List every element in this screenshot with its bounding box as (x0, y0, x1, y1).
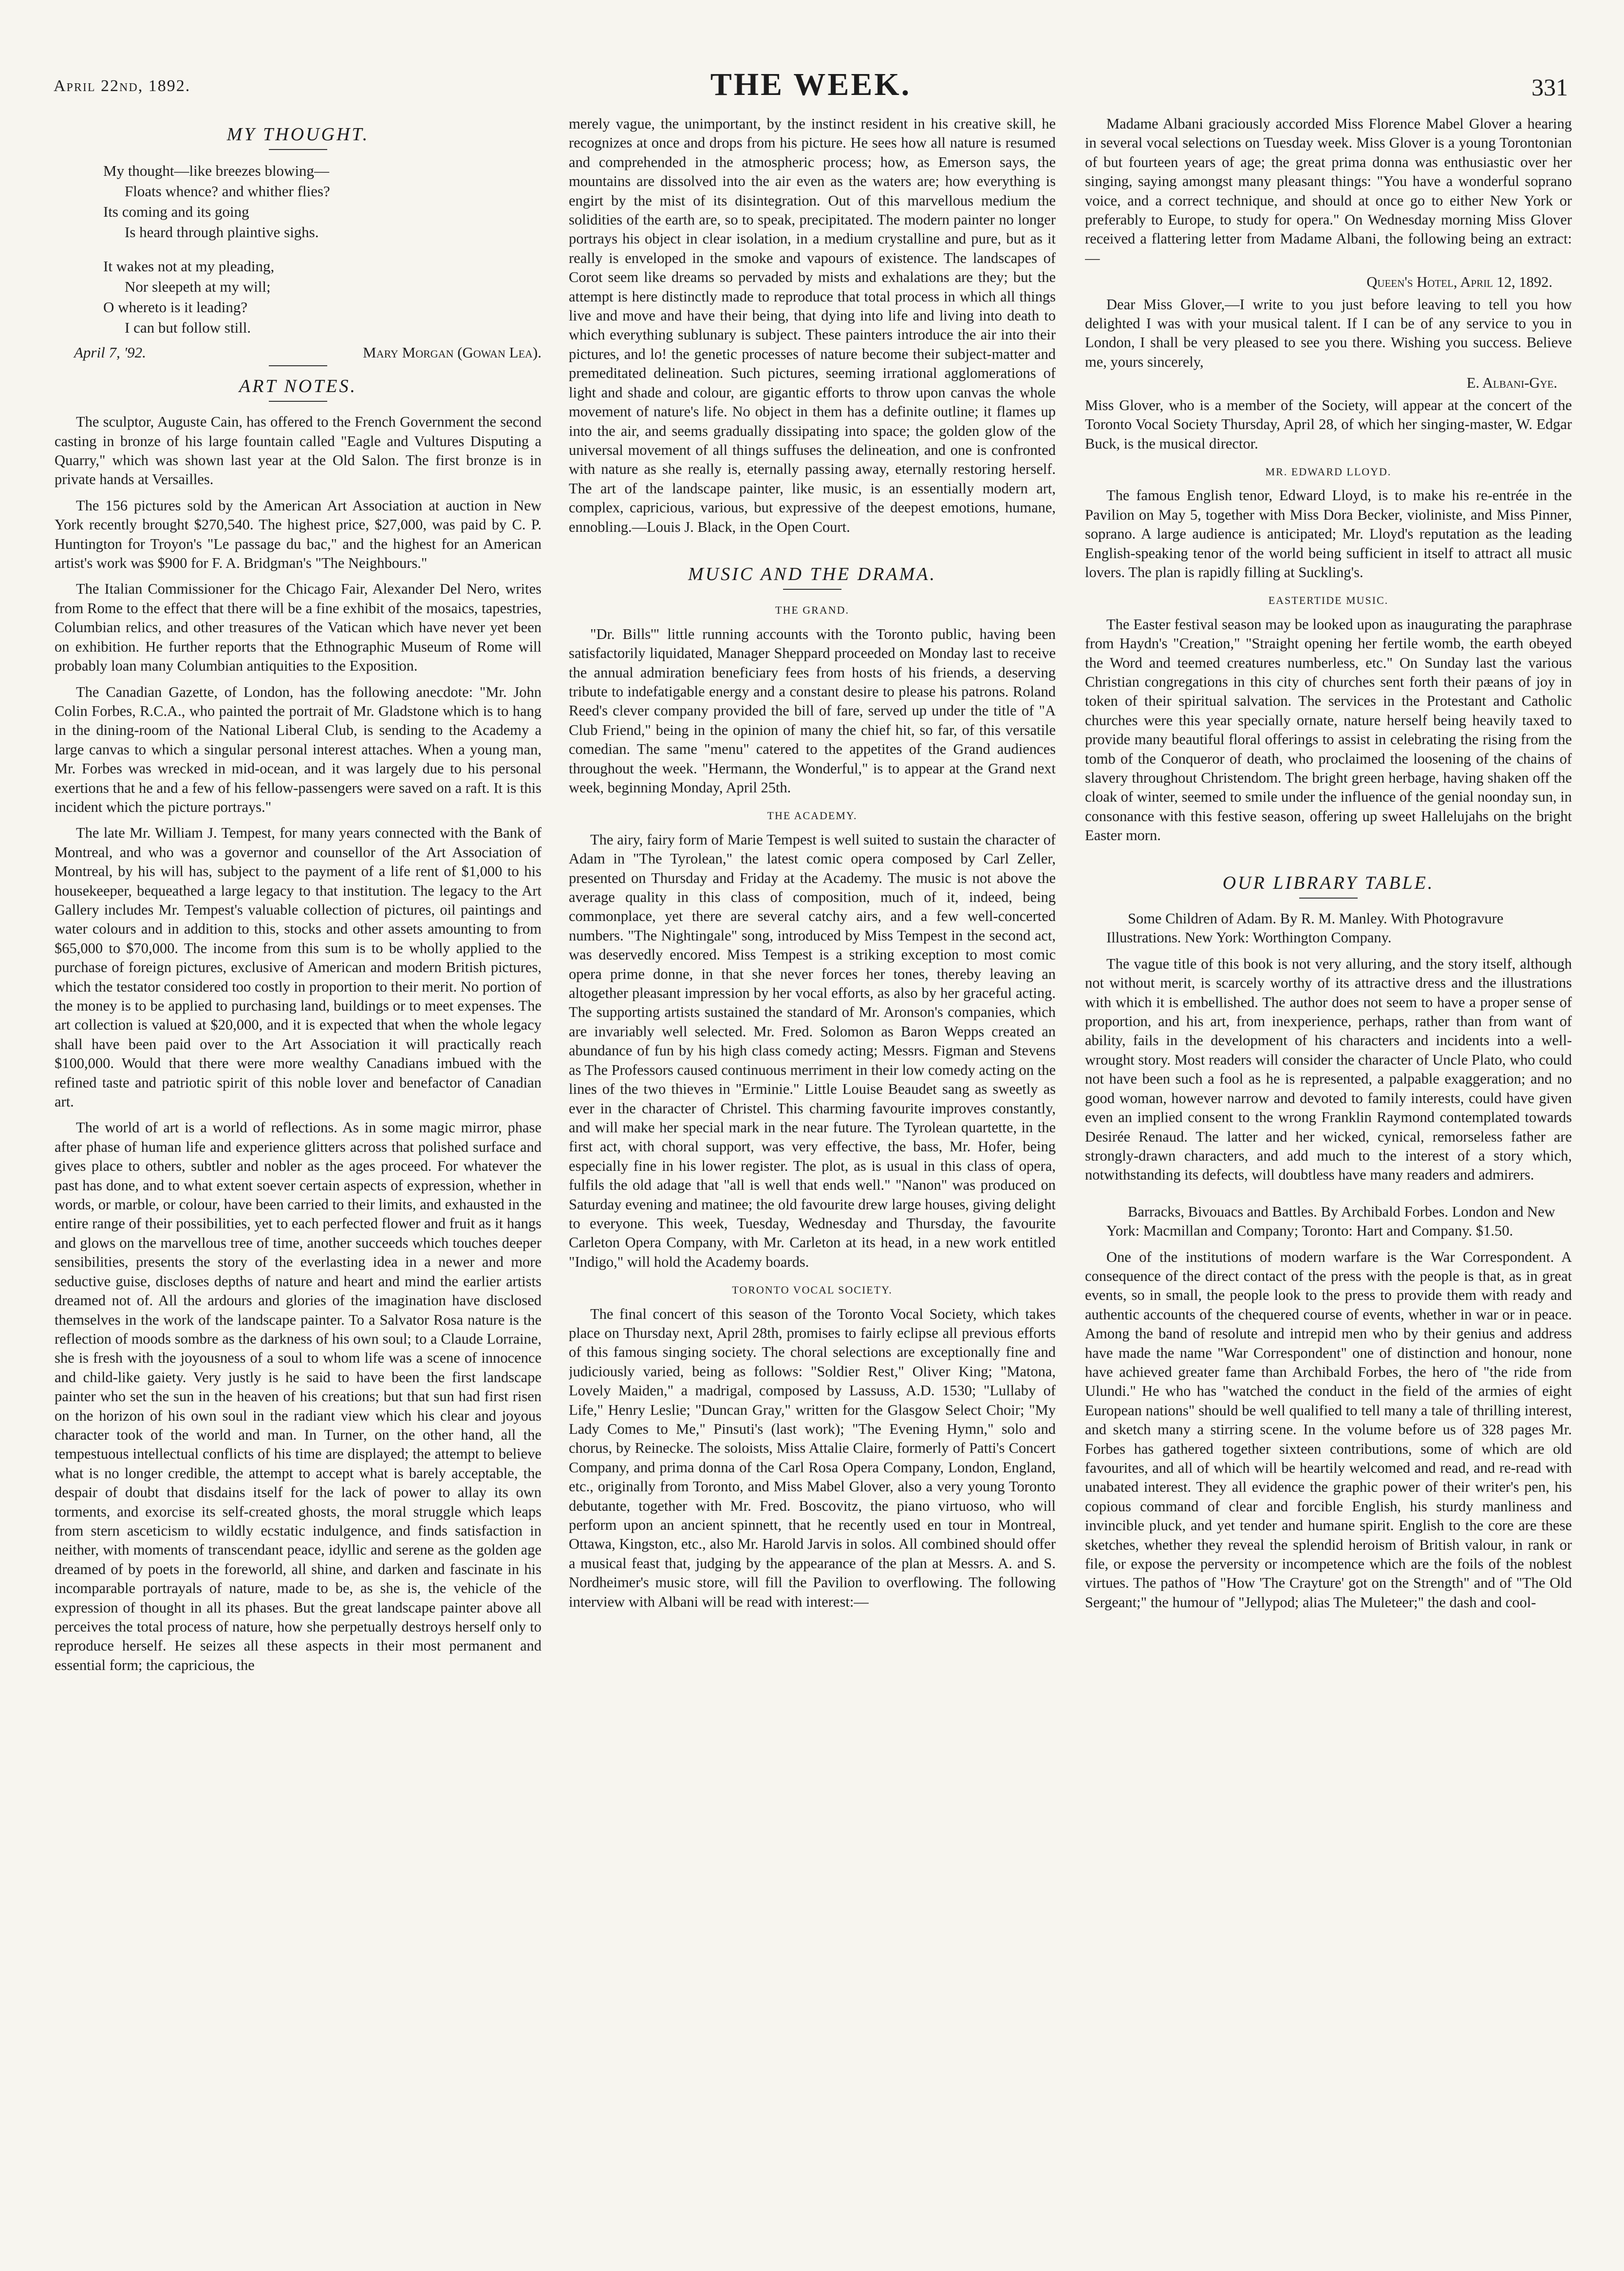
section-title-library-table: OUR LIBRARY TABLE. (1222, 872, 1435, 893)
divider (1299, 898, 1358, 899)
poem-signature (74, 343, 541, 362)
subheading-eastertide: EASTERTIDE MUSIC. (1268, 594, 1389, 607)
poem-date: April 7, '92. (74, 344, 146, 361)
divider (783, 589, 841, 590)
section-title-music-drama: MUSIC AND THE DRAMA. (688, 563, 936, 584)
letter-signature: E. Albani-Gye. (1466, 375, 1557, 392)
paragraph: The late Mr. William J. Tempest, for many years connected with the Bank of Montreal, and who was a governor and counsellor of the Art Association of Montreal, by his will has, subject to the payment of a life rent of $1,000 to his housekeeper, bequeathed a large legacy to that institution. The legacy to the Art Gallery includes Mr. Tempest's valuable collection of pictures, oil paintings and water colours and in addition to this, stocks and other assets amounting to from $65,000 to $70,000. The income from this sum is to be wholly applied to the purchase of foreign pictures, exclusive of American and modern British pictures, which the testator considered too costly in proportion to their merit. No portion of the money is to be applied to purchasing land, buildings or to meet expenses. The art collection is valued at $20,000, and it is expected that when the whole legacy shall have been paid over to the Art Association it will practically reach $100,000. Would that there were more wealthy Canadians imbued with the refined taste and patriotic spirit of this noble lover and benefactor of Canadian art. (55, 825, 541, 1110)
subheading-vocal-society: TORONTO VOCAL SOCIETY. (732, 1284, 893, 1296)
poem-line: Floats whence? and whither flies? (125, 183, 330, 200)
paragraph: The famous English tenor, Edward Lloyd, is to make his re-entrée in the Pavilion on May 5, together with Miss Dora Becker, violiniste, and Miss Pinner, soprano. A large audience is anticipated; Mr. Lloyd's reputation as the leading English-speaking tenor of the world being sufficient in itself to attract all music lovers. The plan is rapidly filling at Suckling's. (1085, 487, 1572, 581)
poem-stanza-2 (103, 256, 541, 338)
book-citation: Some Children of Adam. By R. M. Manley. With Photogravure Illustrations. New York: Worthington Company. (1106, 910, 1504, 946)
divider (269, 401, 327, 402)
paragraph: The airy, fairy form of Marie Tempest is well suited to sustain the character of Adam in "The Tyrolean," the latest comic opera composed by Carl Zeller, presented on Thursday and Friday at the Academy. The music is not above the average quality in this class of composition, much of it, indeed, being commonplace, yet there are several catchy airs, and a few well-concerted numbers. "The Nightingale" song, introduced by Miss Tempest in the second act, was deservedly encored. Miss Tempest is a striking exception to most comic opera prime donne, in that she never forces her tones, thereby leaving an altogether pleasant impression by her vocal efforts, as also by her graceful acting. The supporting artists sustained the standard of Mr. Aronson's companies, which are invariably well selected. Mr. Fred. Solomon as Baron Wepps created an abundance of fun by his high class comedy acting; Messrs. Figman and Stevens as The Professors caused continuous merriment in their low comedy acting on the lines of the two thieves in "Erminie." Little Louise Beaudet sang as sweetly as ever in the character of Christel. This charming favourite improves constantly, and will make her special mark in the near future. The Tyrolean quartette, in the first act, with choral support, was very effective, the bass, Mr. Hofer, being especially fine in his lower register. The plot, as is usual in this class of opera, fulfils the old adage that "all is well that ends well." "Nanon" was produced on Saturday evening and matinee; the old favourite drew large houses, giving delight to everyone. This week, Tuesday, Wednesday and Thursday, the favourite Carleton Opera Company, with Mr. Carleton at its head, in a new work entitled "Indigo," will hold the Academy boards. (569, 831, 1056, 1270)
column-2 (569, 114, 1056, 2257)
divider (269, 365, 327, 366)
paragraph: The world of art is a world of reflections. As in some magic mirror, phase after phase of human life and experience glitters across that polished surface and gives place to others, subtler and nobler as the ages proceed. For whatever the past has done, and to what extent soever certain aspects of expression, whether in words, or marble, or colour, have been carried to their limits, and exhausted in the entire range of their possibilities, yet to each perfected flower and fruit as it hangs and glows on the marvellous tree of time, another succeeds which touches deeper sensibilities, presents the story of the everlasting idea in a newer and more seductive guise, discloses depths of nature and heart and mind the earlier artists dreamed not of. All the ardours and glories of the imagination have disclosed themselves in the work of the landscape painter. To a Salvator Rosa nature is the reflection of moods sombre as the darkness of his own soul; to a Claude Lorraine, she is fresh with the joyousness of a soul to whom life was a scene of innocence and child-like gaiety. Very justly is he said to have been the first landscape painter who set the sun in the heaven of his creations; but that sun had first risen on the horizon of his own soul in the radiant view which his clear and joyous character took of the world and man. In Turner, on the other hand, all the tempestuous intellectual conflicts of his time are displayed; the attempt to believe what is no longer credible, the attempt to accept what is barely acceptable, the despair of doubt that disdains itself for the lack of power to allay its own torments, and exorcise its self-created ghosts, the moral struggle which leaps from stern asceticism to wildly ecstatic indulgence, and finds satisfaction in neither, with moments of transcendant peace, idyllic and serene as the golden age dreamed of by poets in the foreworld, all shine, and darken and fascinate in his incomparable portrayals of nature, made to be, as she is, the vehicle of the expression of thought in all its phases. But the great landscape painter above all perceives the total process of nature, how she perpetually destroys herself only to reproduce herself. He seizes all these aspects in their most permanent and essential form; the capricious, the (55, 1119, 541, 1673)
divider (269, 149, 327, 150)
poem-line: Its coming and its going (103, 203, 249, 221)
paragraph: merely vague, the unimportant, by the instinct resident in his creative skill, he recognizes at once and drops from his picture. He sees how all nature is resumed and comprehended in the atmospheric process; how, as Emerson says, the mountains are dissolved into the air even as the waters are; how everything is engirt by the mist of its disintegration. Out of this marvellous medium the solidities of the earth are, so to speak, precipitated. The modern painter no longer portrays his object in clear isolation, in a medium crystalline and pure, but as it really is enveloped in the smoke and vapours of existence. The landscapes of Corot seem like dreams so pervaded by mists and exhalations are they; but the attempt is here distinctly made to reproduce that total process in which all things live and move and have their being, that dying into life and living into death to which everything sublunary is subject. These painters introduce the air into their pictures, and lo! the genetic processes of nature become their subject-matter and premeditated delineation. Such pictures, seeming irrational agglomerations of light and shade and colour, are gigantic efforts to throw upon canvas the whole movement of nature's life. No object in them has a definite outline; it flames up into the air, and seems gradually dissipating into space; the golden glow of the universal movement of all things suffuses the delineation, and one is confronted with nature as she really is, eternally passing away, eternally restoring herself. The art of the landscape painter, like music, is an essentially modern art, complex, capricious, various, but expressive of the deepest emotions, humane, ennobling.—Louis J. Black, in the Open Court. (569, 115, 1056, 535)
poem-title: MY THOUGHT. (226, 124, 370, 145)
paragraph: "Dr. Bills'" little running accounts with the Toronto public, having been satisfactorily liquidated, Manager Sheppard proceeded on Monday last to receive the annual admiration beneficiary fees from hosts of his friends, a deserving tribute to indefatigable energy and a constant desire to please his patrons. Roland Reed's clever company provided the bill of fare, served up under the title of "A Club Friend," being in the opinion of many the chief hit, so far, of this versatile comedian. The same "menu" catered to the appetites of the Grand audiences throughout the week. "Hermann, the Wonderful," is to appear at the Grand next week, beginning Monday, April 25th. (569, 625, 1056, 796)
column-1 (55, 114, 541, 2257)
paragraph: The Canadian Gazette, of London, has the following anecdote: "Mr. John Colin Forbes, R.C.A., who painted the portrait of Mr. Gladstone which is to hang in the dining-room of the National Liberal Club, is sending to the Academy a large canvas to which a singular personal interest attaches. When a young man, Mr. Forbes was wrecked in mid-ocean, and it was largely due to his personal exertions that he and a few of his fellow-passengers were saved on a raft. It is this incident which the picture portrays." (55, 683, 541, 815)
column-3 (1085, 114, 1572, 2257)
subheading-edward-lloyd: MR. EDWARD LLOYD. (1265, 465, 1392, 478)
book-citation: Barracks, Bivouacs and Battles. By Archibald Forbes. London and New York: Macmillan and Company; Toronto: Hart and Company. $1.50. (1106, 1203, 1555, 1239)
paragraph: The 156 pictures sold by the American Art Association at auction in New York recently brought $270,540. The highest price, $27,000, was paid by C. P. Huntington for Troyon's "Le passage du bac," and the highest for an American artist's work was $900 for F. A. Bridgman's "The Neighbours." (55, 497, 541, 572)
poem-line: O whereto is it leading? (103, 299, 248, 316)
poem-line: Is heard through plaintive sighs. (125, 224, 319, 241)
paragraph: The vague title of this book is not very alluring, and the story itself, although not without merit, is scarcely worthy of its attractive dress and the illustrations with which it is embellished. The author does not seem to have a proper sense of proportion, and his art, from inexperience, perhaps, rather than from want of ability, fails in the development of his characters and incidents into a well-wrought story. Most readers will consider the character of Uncle Plato, who could not have been such a fool as he is represented, a palpable exaggeration; and no good woman, however narrow and devoted to family interests, could have given even an implied consent to the wrong Franklin Raymond contemplated towards Desirée Renaud. The latter and her wicked, cynical, remorseless father are strongly-drawn characters, and add much to the interest of a story which, notwithstanding its defects, will doubtless have many readers and admirers. (1085, 955, 1572, 1183)
subheading-academy: THE ACADEMY. (767, 809, 858, 822)
poem-line: Nor sleepeth at my will; (125, 278, 271, 296)
poem-body (103, 161, 541, 338)
subheading-grand: THE GRAND. (775, 604, 849, 617)
paragraph: Miss Glover, who is a member of the Society, will appear at the concert of the Toronto Vocal Society Thursday, April 28, of which her singing-master, W. Edgar Buck, is the musical director. (1085, 396, 1572, 452)
section-title-art-notes: ART NOTES. (239, 375, 357, 396)
poem-line: It wakes not at my pleading, (103, 258, 275, 275)
paragraph: The final concert of this season of the Toronto Vocal Society, which takes place on Thursday next, April 28th, promises to fairly eclipse all previous efforts of this famous singing society. The choral selections are exceptionally fine and judiciously varied, being as follows: "Soldier Rest," Oliver King; "Matona, Lovely Maiden," a madrigal, composed by Lassuss, A.D. 1530; "Lullaby of Life," Henry Leslie; "Duncan Gray," written for the Glasgow Select Choir; "My Lady Comes to Me," Pinsuti's (last work); "The Evening Hymn," solo and chorus, by Reinecke. The soloists, Miss Attalie Claire, formerly of Patti's Concert Company, and prima donna of the Carl Rosa Opera Company, London, England, etc., originally from Toronto, and Miss Mabel Glover, also a very young Toronto debutante, together with Mr. Fred. Boscovitz, the piano virtuoso, who will perform upon an ancient spinnett, that he recently used en tour in Montreal, Ottawa, Kingston, etc., also Mr. Harold Jarvis in solos. All combined should offer a musical feast that, judging by the appearance of the plan at Messrs. A. and S. Nordheimer's music store, will fill the Pavilion to overflowing. The following interview with Albani will be read with interest:— (569, 1305, 1056, 1610)
letter-body: Dear Miss Glover,—I write to you just before leaving to tell you how delighted I was with your musical talent. If I can be of any service to you in London, I shall be very pleased to see you there. Wishing you success. Believe me, yours sincerely, (1085, 296, 1572, 370)
paragraph: The Easter festival season may be looked upon as inaugurating the paraphrase from Haydn's "Creation," "Straight opening her fertile womb, the earth obeyed the Word and teemed creatures numberless, etc." On Sunday last the various Christian congregations in this city of churches sent forth their pæans of joy in token of their spiritual salvation. The services in the Protestant and Catholic churches were this year specially ornate, nature herself being heavily taxed to provide many beautiful floral offerings to assist in celebrating the rising from the tomb of the Conqueror of death, who proclaimed the loosening of the chains of slavery throughout Christendom. The bright green herbage, having shaken off the cloak of winter, seemed to smile under the influence of the genial noonday sun, in consonance with this festive season, offering up sweet Hallelujahs on the bright Easter morn. (1085, 616, 1572, 844)
issue-date: April 22nd, 1892. (54, 77, 191, 95)
paragraph: One of the institutions of modern warfare is the War Correspondent. A consequence of the direct contact of the press with the people is that, as in great events, so in small, the people look to the press to provide them with ready and authentic accounts of the chequered course of events, whether in war or in peace. Among the band of resolute and intrepid men who by their genius and address have made the name "War Correspondent" one of distinction and honour, none have achieved greater fame than Archibald Forbes, the hero of "the ride from Ulundi." He who has "watched the conduct in the field of the armies of eight European nations" should be well qualified to tell many a tale of thrilling interest, and sketch many a stirring scene. In the volume before us of 328 pages Mr. Forbes has gathered together sixteen contributions, some of which are old favourites, and all of which will be heartily welcomed and read, and re-read with unabated interest. They all evidence the graphic power of their writer's pen, his copious command of clear and forcible English, his sturdy manliness and invincible pluck, and yet tender and humane spirit. English to the core are these sketches, whether they reveal the splendid heroism of British valour, in rank or file, or expose the perversity or incompetence which are the foils of the noblest virtues. The pathos of "How 'The Crayture' got on the Strength" and of "The Old Sergeant;" the humour of "Jellypod; alias The Muleteer;" the dash and cool- (1085, 1248, 1572, 1611)
paragraph: The sculptor, Auguste Cain, has offered to the French Government the second casting in bronze of his large fountain called "Eagle and Vultures Disputing a Quarry," which was shown last year at the Old Salon. The first bronze is in private hands at Versailles. (55, 413, 541, 488)
masthead (54, 57, 1568, 111)
letter-heading: Queen's Hotel, April 12, 1892. (1366, 274, 1552, 291)
publication-title: THE WEEK. (710, 67, 912, 102)
poem-author: Mary Morgan (Gowan Lea). (363, 344, 541, 361)
paragraph: The Italian Commissioner for the Chicago Fair, Alexander Del Nero, writes from Rome to the effect that there will be a fine exhibit of the mosaics, tapestries, Columbian relics, and other treasures of the Vatican which have never yet been on exhibition. He further reports that the Ethnographic Museum of Rome will probably loan many Columbian antiquities to the Exposition. (55, 581, 541, 675)
paragraph: Madame Albani graciously accorded Miss Florence Mabel Glover a hearing in several vocal selections on Tuesday week. Miss Glover is a young Torontonian of but fourteen years of age; the great prima donna was enthusiastic over her singing, saying amongst many pleasant things: "You have a wonderful soprano voice, and a correct technique, and should at once go to either New York or preferably to Europe, to study for opera." On Wednesday morning Miss Glover received a flattering letter from Madame Albani, the following being an extract:— (1085, 115, 1572, 266)
poem-stanza-1 (103, 161, 541, 243)
poem-line: My thought—like breezes blowing— (103, 162, 330, 180)
page-number: 331 (1531, 74, 1568, 101)
poem-line: I can but follow still. (125, 319, 251, 337)
